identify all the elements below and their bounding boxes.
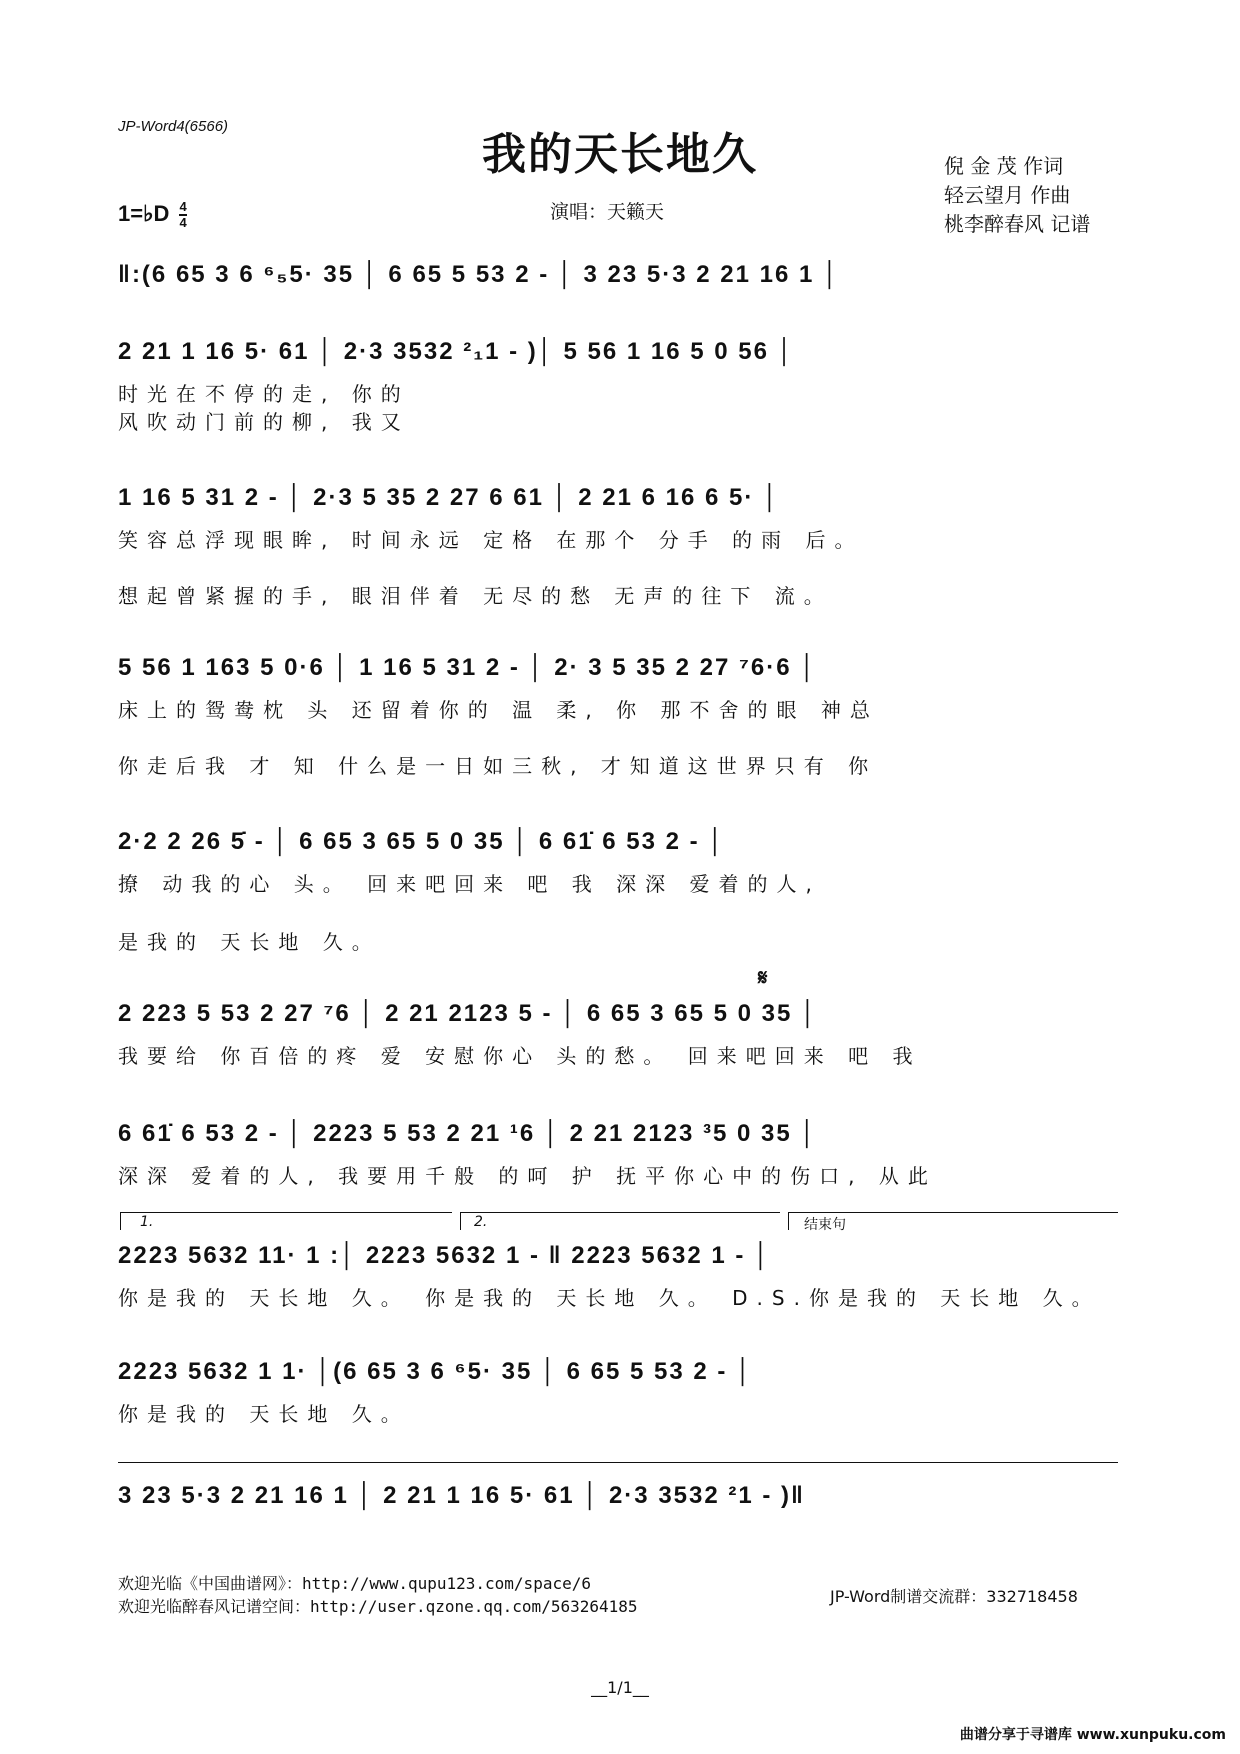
lyric-verse-2: 是我的 天长地 久。 (118, 930, 381, 954)
lyric-verse-1: 时光在不停的走, 你的 (118, 382, 410, 406)
footer-link-1: 欢迎光临《中国曲谱网》：http://www.qupu123.com/space/6 (118, 1574, 591, 1593)
notation-line: 1 16 5 31 2 - │ 2·3 5 35 2 27 6 61 │ 2 21 6 16 6 5· │ (118, 484, 781, 511)
notation-line: 3 23 5·3 2 21 16 1 │ 2 21 1 16 5· 61 │ 2·3 3532 ²1 - )‖ (118, 1482, 805, 1509)
composer-credit: 轻云望月 作曲 (944, 183, 1071, 207)
time-bottom: 4 (179, 215, 187, 230)
software-label: JP-Word4(6566) (118, 118, 229, 135)
notation-line: 2 223 5 53 2 27 ⁷6 │ 2 21 2123 5 - │ 6 65 3 65 5 0 35 │ (118, 1000, 819, 1027)
song-title: 我的天长地久 (482, 129, 758, 180)
notation-line: ‖:(6 65 3 6 ⁶₅5· 35 │ 6 65 5 53 2 - │ 3 23 5·3 2 21 16 1 │ (118, 261, 841, 288)
lyric-verse-1: 我要给 你百倍的疼 爱 安慰你心 头的愁。 回来吧回来 吧 我 (118, 1044, 922, 1068)
singer-label: 演唱：天籁天 (550, 201, 665, 223)
ending-bracket (788, 1212, 1118, 1213)
lyric-verse-2: 风吹动门前的柳, 我又 (118, 410, 410, 434)
volta-bracket-2-edge (460, 1212, 461, 1230)
ending-bracket-edge (788, 1212, 789, 1230)
score-system (118, 822, 1118, 954)
notation-line: 2223 5632 11· 1 :│ 2223 5632 1 - ‖ 2223 5632 1 - │ (118, 1242, 772, 1269)
key-label: 1=♭D (118, 200, 170, 226)
ending-label: 结束句 (804, 1217, 846, 1233)
score-system (118, 478, 1118, 608)
lyric-verse-1: 笑容总浮现眼眸, 时间永远 定格 在那个 分手 的雨 后。 (118, 528, 864, 552)
score-system (118, 1352, 1118, 1442)
segno-sign: 𝄋 (758, 966, 768, 991)
section-line (118, 1462, 1118, 1463)
score-system (118, 255, 1118, 315)
notation-line: 2223 5632 1 1· │(6 65 3 6 ⁶5· 35 │ 6 65 5 53 2 - │ (118, 1358, 754, 1385)
volta-bracket-1 (120, 1212, 452, 1213)
volta-label-1: 1. (140, 1214, 154, 1230)
watermark: 曲谱分享于寻谱库 www.xunpuku.com (959, 1727, 1226, 1743)
notation-line: 2·2 2 26 5̇ - │ 6 65 3 65 5 0 35 │ 6 61̇ 6 53 2 - │ (118, 828, 726, 855)
score-system (118, 1114, 1118, 1204)
notation-line: 5 56 1 163 5 0·6 │ 1 16 5 31 2 - │ 2· 3 5 35 2 27 ⁷6·6 │ (118, 654, 818, 681)
lyric-verse-2: 想起曾紧握的手, 眼泪伴着 无尽的愁 无声的往下 流。 (118, 584, 833, 608)
lyric-verse-1: 撩 动我的心 头。 回来吧回来 吧 我 深深 爱着的人, (118, 872, 821, 896)
lyric-verse-2: 你走后我 才 知 什么是一日如三秋, 才知道这世界只有 你 (118, 754, 878, 778)
time-signature (179, 200, 186, 230)
volta-label-2: 2. (474, 1214, 488, 1230)
key-signature (118, 200, 187, 230)
score-system (118, 648, 1118, 778)
notation-line: 2 21 1 16 5· 61 │ 2·3 3532 ²₁1 - )│ 5 56 1 16 5 0 56 │ (118, 338, 795, 365)
volta-bracket-2 (460, 1212, 780, 1213)
credits (944, 152, 1090, 239)
lyric-verse-1: 床上的鸳鸯枕 头 还留着你的 温 柔, 你 那不舍的眼 神总 (118, 698, 879, 722)
lyric-verse-1: 深深 爱着的人, 我要用千般 的呵 护 抚平你心中的伤口, 从此 (118, 1164, 937, 1188)
score-system (118, 994, 1118, 1084)
score-system (118, 1476, 1118, 1536)
footer-links (118, 1572, 638, 1618)
volta-bracket-1-edge (120, 1212, 121, 1230)
notation-line: 6 61̇ 6 53 2 - │ 2223 5 53 2 21 ¹6 │ 2 21 2123 ³5 0 35 │ (118, 1120, 818, 1147)
lyric-verse-1: 你是我的 天长地 久。 (118, 1402, 410, 1426)
lyricist-credit: 倪 金 茂 作词 (944, 154, 1064, 178)
time-top: 4 (179, 199, 187, 214)
lyric-verse-1: 你是我的 天长地 久。 你是我的 天长地 久。 D.S.你是我的 天长地 久。 (118, 1286, 1101, 1310)
score-system (118, 1236, 1118, 1326)
page-number: __1/1__ (591, 1678, 649, 1697)
footer-group: JP-Word制谱交流群：332718458 (830, 1587, 1078, 1606)
transcriber-credit: 桃李醉春风 记谱 (944, 212, 1091, 236)
score-system (118, 332, 1118, 434)
footer-link-2: 欢迎光临醉春风记谱空间：http://user.qzone.qq.com/563264185 (118, 1597, 638, 1616)
